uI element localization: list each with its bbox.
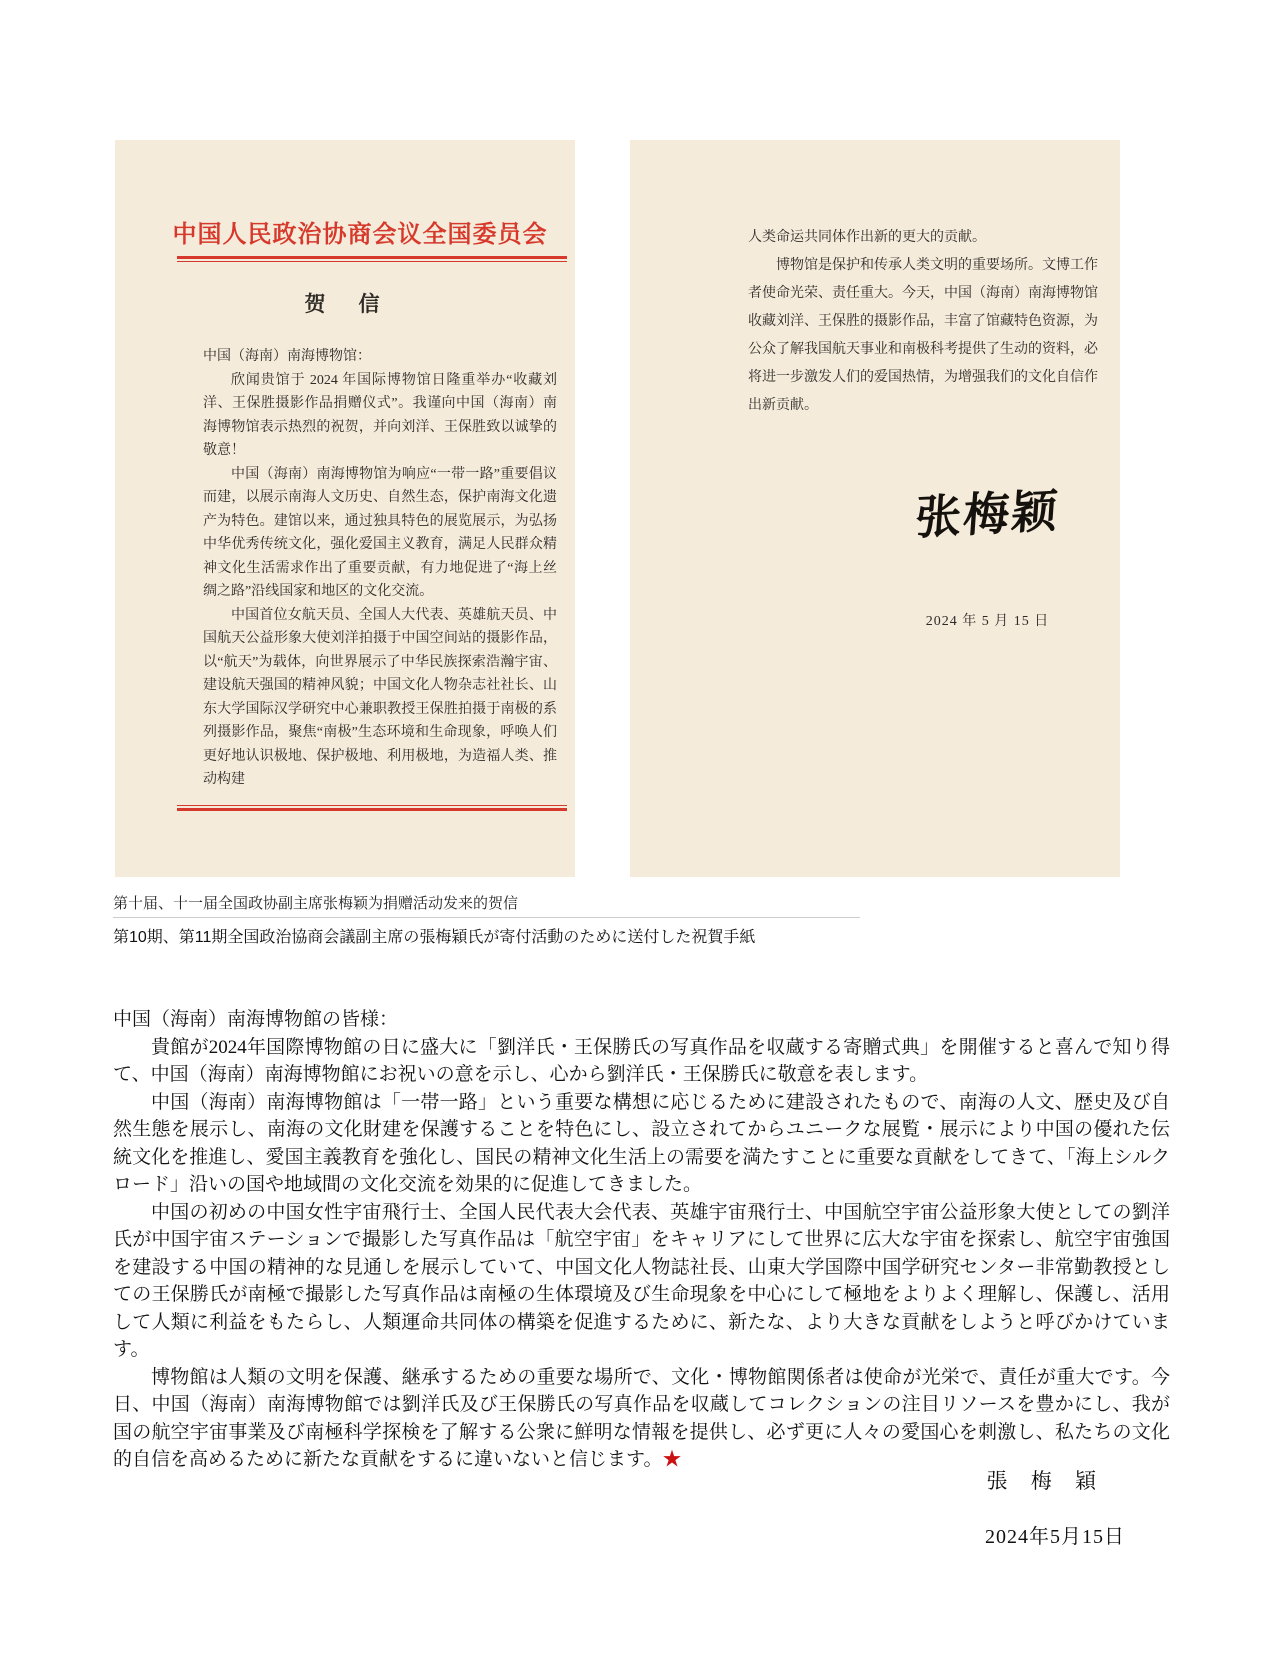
letter-paragraph: 人类命运共同体作出新的更大的贡献。 (748, 230, 986, 245)
letter-date: 2024 年 5 月 15 日 (925, 614, 1050, 629)
letter-paragraph: 中国首位女航天员、全国人大代表、英雄航天员、中国航天公益形象大使刘洋拍摄于中国空间站的摄影作品，以“航天”为载体，向世界展示了中华民族探索浩瀚宇宙、建设航天强国的精神风貌；中国文化人物杂志社社长、山东大学国际汉学研究中心兼职教授王保胜拍摄于南极的系列摄影作品，聚焦“南极”生态环境和生命现象，呼唤人们更好地认识极地、保护极地、利用极地，为造福人类、推动构建 (203, 607, 557, 787)
translation-paragraph (113, 1364, 1170, 1474)
red-rule-bottom (177, 805, 567, 811)
translation-paragraph: 中国の初めの中国女性宇宙飛行士、全国人民代表大会代表、英雄宇宙飛行士、中国航空宇宙公益形象大使としての劉洋氏が中国宇宙ステーションで撮影した写真作品は「航空宇宙」をキャリアにして世界に広大な宇宙を探索し、航空宇宙強国を建設する中国の精神的な見通しを展示していて、中国文化人物誌社長、山東大学国際中国学研究センター非常勤教授としての王保勝氏が南極で撮影した写真作品は南極の生体環境及び生命現象を中心にして極地をよりよく理解し、保護し、活用して人類に利益をもたらし、人類運命共同体の構築を促進するために、新たな、より大きな貢献をしようと呼びかけています。 (113, 1201, 1170, 1360)
letter-body-left (203, 345, 557, 792)
translation-paragraph: 貴館が2024年国際博物館の日に盛大に「劉洋氏・王保勝氏の写真作品を収蔵する寄贈式典」を開催すると喜んで知り得て、中国（海南）南海博物館にお祝いの意を示し、心から劉洋氏・王保勝氏に敬意を表します。 (113, 1036, 1170, 1085)
translation-paragraph: 中国（海南）南海博物館は「一帯一路」という重要な構想に応じるために建設されたもので、南海の人文、歴史及び自然生態を展示し、南海の文化財建を保護することを特色にし、設立されてからユニークな展覧・展示により中国の優れた伝統文化を推進し、愛国主義教育を強化し、国民の精神文化生活上の需要を満たすことに重要な貢献をしてきて、「海上シルクロード」沿いの国や地域間の文化交流を効果的に促進してきました。 (113, 1091, 1170, 1195)
letter-salutation: 中国（海南）南海博物馆： (203, 349, 371, 364)
letter-scan-left (115, 140, 575, 877)
signature-calligraphy: 张梅颖 (913, 485, 1061, 544)
caption-chinese: 第十届、十一届全国政协副主席张梅颖为捐赠活动发来的贺信 (113, 895, 519, 912)
letter-scan-right (630, 140, 1120, 877)
caption-divider (113, 917, 860, 918)
letter-org-title: 中国人民政治协商会议全国委员会 (172, 222, 548, 248)
caption-japanese: 第10期、第11期全国政治協商会議副主席の張梅穎氏が寄付活動のために送付した祝賀手紙 (113, 929, 756, 946)
translation-date: 2024年5月15日 (985, 1526, 1125, 1548)
red-rule-top (177, 256, 567, 262)
letter-doc-title: 贺 信 (304, 292, 386, 316)
translation-signature: 張 梅 穎 (986, 1469, 1105, 1493)
letter-paragraph: 博物馆是保护和传承人类文明的重要场所。文博工作者使命光荣、责任重大。今天，中国（海南）南海博物馆收藏刘洋、王保胜的摄影作品，丰富了馆藏特色资源，为公众了解我国航天事业和南极科考提供了生动的资料，必将进一步激发人们的爱国热情，为增强我们的文化自信作出新贡献。 (748, 258, 1098, 413)
letter-paragraph: 中国（海南）南海博物馆为响应“一带一路”重要倡议而建，以展示南海人文历史、自然生态，保护南海文化遗产为特色。建馆以来，通过独具特色的展览展示，为弘扬中华优秀传统文化，强化爱国主义教育，满足人民群众精神文化生活需求作出了重要贡献，有力地促进了“海上丝绸之路”沿线国家和地区的文化交流。 (203, 466, 557, 599)
letter-body-right (748, 224, 1098, 420)
translation-salutation: 中国（海南）南海博物館の皆様： (113, 1009, 399, 1030)
translation-body (113, 1006, 1170, 1474)
translation-paragraph-text: 博物館は人類の文明を保護、継承するための重要な場所で、文化・博物館関係者は使命が光栄で、責任が重大です。今日、中国（海南）南海博物館では劉洋氏及び王保勝氏の写真作品を収蔵してコレクションの注目リソースを豊かにし、我が国の航空宇宙事業及び南極科学探検を了解する公衆に鮮明な情報を提供し、必ず更に人々の愛国心を刺激し、私たちの文化的自信を高めるために新たな貢献をするに違いないと信じます。 (113, 1366, 1170, 1470)
letter-paragraph: 欣闻贵馆于 2024 年国际博物馆日隆重举办“收藏刘洋、王保胜摄影作品捐赠仪式”。我谨向中国（海南）南海博物馆表示热烈的祝贺，并向刘洋、王保胜致以诚挚的敬意！ (203, 372, 557, 458)
red-star-icon: ★ (662, 1449, 682, 1470)
